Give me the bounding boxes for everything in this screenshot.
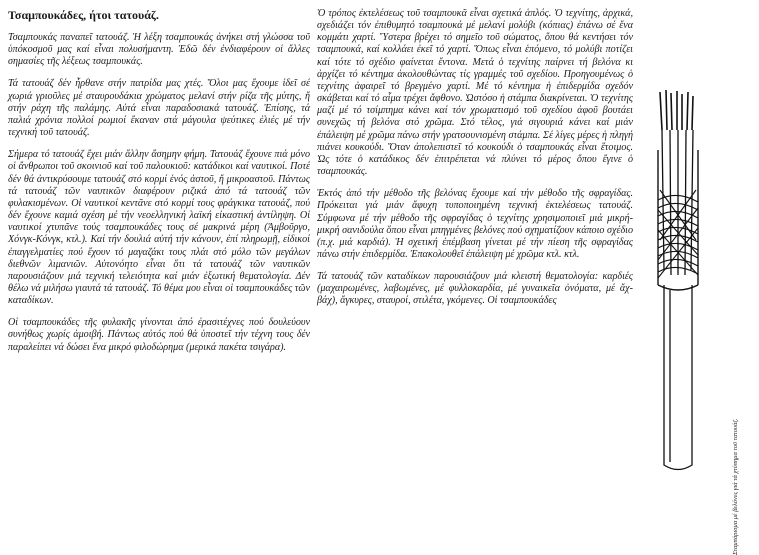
needles-icon — [660, 90, 693, 130]
left-paragraph-3: Σήμερα τό τατουάζ ἔχει μιάν ἄλλην ἄσημην φήμη. Τατουάζ ἔχουνε πιά μόνο οἱ ἄνθρωποι τοῦ σκοινιοῦ καί τοῦ παλουκιοῦ: κατάδικοι καί ναυτικοί. Ποτέ δέν θά ἀντικρύσουμε τατουάζ στό κορμί ἑνός ἀστοῦ, ἤ μικροαστοῦ. Πάντως τά τατουάζ τῶν ναυτικῶν διαφέρουν ριζικά ἀπό τά τατουάζ τῶν φυλακισμένων. Οἱ ναυτικοί κεντᾶνε στό κορμί τους φράγκικα τατουάζ, πού δέν ἔχουνε καμιά σχέση μέ τήν νεοελληνική λαϊκή εἰκαστική ἀντίληψη. Οἱ ναυτικοί χτυπᾶνε τούς τσαμπουκάδες τους σέ μακρινά μέρη (Ἀμβοῦργο, Χόνγκ-Κόνγκ, κτλ.). Καί τήν δουλιά αὐτή τήν κάνουν, ἐπί πληρωμῇ, εἰδικοί ἐπαγγελματίες πού ἔχουν τό μαγαζάκι τους πλάι στό μόλο τῶν μεγάλων διεθνῶν λιμανιῶν. Αὐτονόητο εἶναι ὅτι τά τατουάζ τῶν ναυτικῶν παρουσιάζουν μιά τεχνική τελειότητα καί μιάν ἐξωτική θεματολογία. Δέν θέλω νά μιλήσω γιαυτά τά τατουάζ. Τό θέμα μου εἶναι οἱ τσαμπουκάδες τῶν καταδίκων. — [8, 149, 310, 307]
left-column — [8, 8, 310, 364]
left-paragraph-2: Τά τατουάζ δέν ἦρθανε στήν πατρίδα μας χτές. Ὅλοι μας ἔχουμε ἰδεῖ σέ χωριά γριοῦλες μέ σταυρουδάκια χρώματος μελανί στήν ρίζα τῆς μύτης, ἤ στήν ράχη τῆς παλάμης. Αὐτά εἶναι παραδοσιακά τατουάζ. Ἐπίσης, τά παλιά χρόνια πολλοί ρωμιοί ἔκαναν στά μάγουλα ψεύτικες ἐλιές μέ τήν τεχνική τοῦ τατουάζ. — [8, 78, 310, 139]
needle-bundle-figure — [640, 90, 752, 555]
right-paragraph-3: Τά τατουάζ τῶν καταδίκων παρουσιάζουν μιά κλειστή θεματολογία: καρδιές (μαχαιρωμένες, λαβωμένες, μέ φυλλοκαρδία, μέ γυναικεῖα ὀνόματα, μέ ἄχ-βάχ), ἄγκυρες, σταυροί, στιλέτα, γκόμενες. Οἱ τσαμπουκάδες — [317, 271, 633, 307]
left-paragraph-1: Τσαμπουκάς παναπεῖ τατουάζ. Ἡ λέξη τσαμπουκάς ἀνήκει στή γλώσσα τοῦ ὑπόκοσμοῦ μας καί εἶναι πολυσήμαντη. Ἐδῶ δέν ἐνδιαφέρουν οἱ ἄλλες σημασίες τῆς λέξεως τσαμπουκάς. — [8, 32, 310, 68]
stick-handle-icon — [664, 285, 692, 470]
article-heading: Τσαμπουκάδες, ήτοι τατουάζ. — [8, 8, 159, 22]
right-column — [317, 8, 633, 318]
left-paragraph-4: Οἱ τσαμπουκάδες τῆς φυλακῆς γίνονται ἀπό ἐρασιτέχνες πού δουλεύουν συνήθως χωρίς ἀμοιβή. Πάντως αὐτός πού θά ὑποστεῖ τήν τέχνη τους δέν παραλείπει νά δώσει ἕνα μικρό φιλοδώρημα (μερικά πακέτα τσιγάρα). — [8, 317, 310, 353]
right-paragraph-1: Ὁ τρόπος ἐκτελέσεως τοῦ τσαμπουκᾶ εἶναι σχετικά ἁπλός. Ὁ τεχνίτης, ἀρχικά, σχεδιάζει τόν ἐπιθυμητό τσαμπουκά μέ μελανί μολύβι (κόπιας) ἐπάνω σέ ἕνα κομμάτι χαρτί. Ὕστερα βρέχει τό σημεῖο τοῦ σώματος, ὅπου θά κεντήσει τόν τσαμπουκά, καί κολλάει ἐκεῖ τό χαρτί. Ὅπως εἶναι ἑπόμενο, τό μολύβι ποτίζει καί τότε τό σχέδιο φαίνεται ἔντονα. Μετά ὁ τεχνίτης παίρνει τή βελόνα κι ἀρχίζει τό κέντημα ἀκολουθώντας τίς γραμμές τοῦ σχεδίου. Προηγουμένως ὁ τεχνίτης ἀφαιρεῖ τό βρεγμένο χαρτί. Μέ τό κέντημα ἡ ἐπιδερμίδα σχεδόν σκάβεται καί τό αἷμα τρέχει ἄφθονο. Ὡστόσο ἡ στάμπα διακρίνεται. Ὁ τεχνίτης μαζί μέ τό τσίμπημα κάνει καί τόν χρωματισμό τοῦ σχεδίου ἀφοῦ βουτάει συνεχῶς τή βελόνα στό χρῶμα. Στό τέλος, γιά σιγουριά κάνει καί μιάν ἐπάλειψη μέ χρῶμα πάνω στήν γρατσουνισμένη στάμπα. Σέ λίγες μέρες ἡ πληγή πιάνει κουκούδι. Ὅταν ἀπολεπιστεῖ τό κουκούδι ὁ τσαμπουκάς εἶναι ἕτοιμος. Ὡς τότε ὁ κατάδικος δέν ἐπιτρέπεται νά πλύνει τό μέρος ὅπου ἔγινε ὁ τσαμπουκάς. — [317, 8, 633, 178]
right-paragraph-2: Ἐκτός ἀπό τήν μέθοδο τῆς βελόνας ἔχουμε καί τήν μέθοδο τῆς σφραγίδας. Πρόκειται γιά μιάν ἄφυχη τυποποιημένη τεχνική ἐκτελέσεως τατουάζ. Σύμφωνα μέ τήν μέθοδο τῆς σφραγίδας ὁ τεχνίτης χρησιμοποιεῖ μιά μικρή-μικρή σανιδούλα ὅπου εἶναι μπηγμένες βελόνες πού σχηματίζουν κάποιο σχέδιο (π.χ. μιά καρδιά). Ἡ σχετική ἐπέμβαση γίνεται μέ τήν πίεση τῆς σφραγίδας πάνω στήν ἐπιδερμίδα. Ἐπακολουθεῖ ἐπάλειψη μέ χρῶμα κτλ. κτλ. — [317, 188, 633, 260]
figure-caption: Σταμπάρισμα μέ βελόνες γιά τά χτύπημα τοῦ τατουάζ. — [732, 418, 739, 555]
